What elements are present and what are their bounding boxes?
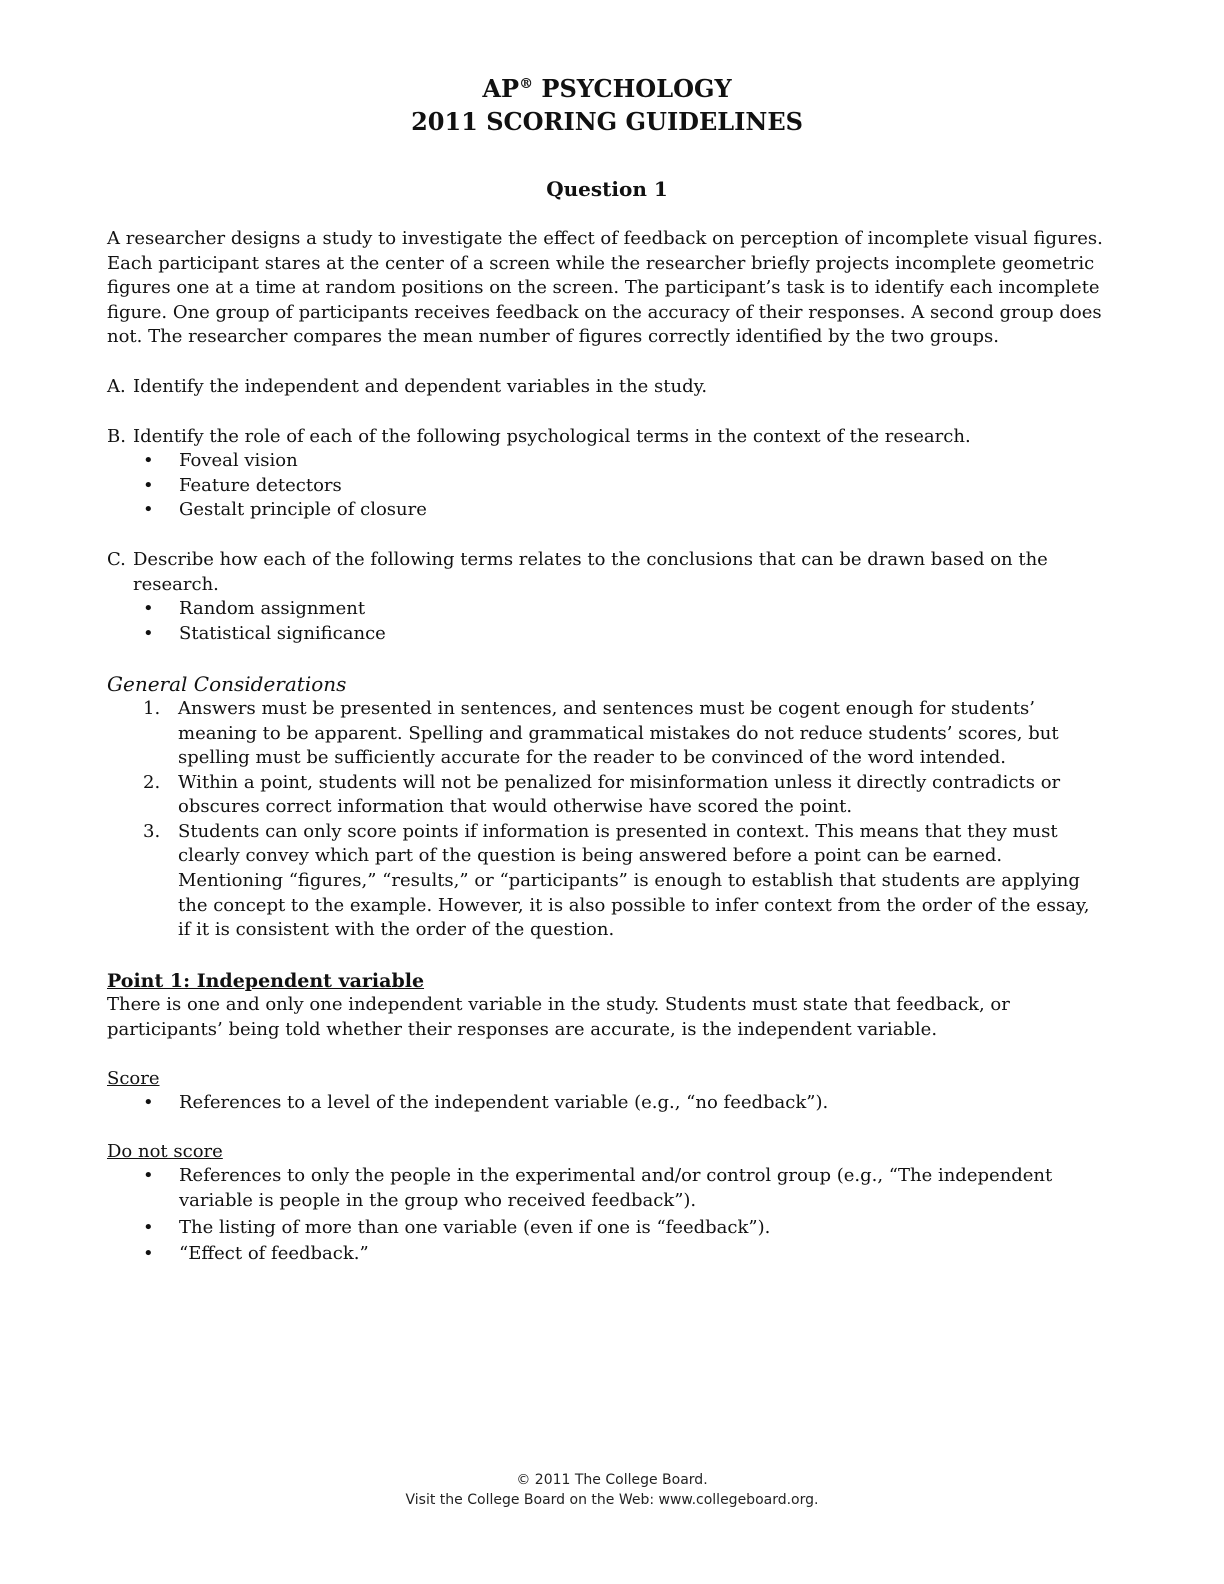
- document-subtitle: 2011 SCORING GUIDELINES: [411, 107, 803, 136]
- document-page: [107, 72, 1107, 1269]
- point-1-heading: Point 1: Independent variable: [107, 969, 425, 992]
- part-c: [107, 548, 1107, 646]
- intro-paragraph: A researcher designs a study to investigate the effect of feedback on perception of incomplete visual figures. Each participant stares at the center of a screen while the researcher briefly projects incomplete geometric figures one at a time at random positions on the screen. The participant’s task is to identify each incomplete figure. One group of participants receives feedback on the accuracy of their responses. A second group does not. The researcher compares the mean number of figures correctly identified by the two groups.: [107, 228, 1103, 348]
- bullet-icon: •: [143, 1243, 154, 1265]
- registered-mark: ®: [519, 76, 534, 92]
- bullet-icon: •: [143, 1092, 154, 1114]
- document-title: AP® PSYCHOLOGY: [482, 74, 732, 103]
- list-item: • Feature detectors: [143, 474, 1107, 499]
- list-item: 1. Answers must be presented in sentences, and sentences must be cogent enough for students’ meaning to be apparent. Spelling and grammatical mistakes do not reduce students’ scores, but spelling must be sufficiently accurate for the reader to be convinced of the word intended.: [143, 697, 1059, 769]
- general-considerations-heading: General Considerations: [107, 672, 347, 697]
- page-footer: [0, 1470, 1224, 1510]
- part-b: [107, 425, 1107, 523]
- bullet-icon: •: [143, 450, 154, 472]
- website-notice: Visit the College Board on the Web: www.collegeboard.org.: [405, 1492, 819, 1508]
- part-c-list: [107, 597, 1107, 646]
- bullet-icon: •: [143, 1165, 154, 1187]
- score-heading: Score: [107, 1067, 160, 1089]
- copyright-notice: © 2011 The College Board.: [516, 1472, 708, 1488]
- part-b-letter: B.: [107, 425, 126, 447]
- part-b-list: [107, 449, 1107, 523]
- part-c-text: Describe how each of the following terms relates to the conclusions that can be drawn based on the research.: [133, 548, 1048, 595]
- bullet-icon: •: [143, 1216, 154, 1238]
- list-item: • References to only the people in the experimental and/or control group (e.g., “The independent variable is people in the group who received feedback”).: [143, 1164, 1107, 1213]
- bullet-icon: •: [143, 622, 154, 644]
- part-a-text: Identify the independent and dependent variables in the study.: [133, 375, 708, 397]
- point-1-text: There is one and only one independent variable in the study. Students must state that feedback, or participants’ being told whether their responses are accurate, is the independent variable.: [107, 994, 1010, 1041]
- list-item: • The listing of more than one variable (even if one is “feedback”).: [143, 1216, 1107, 1241]
- list-item: • Foveal vision: [143, 449, 1107, 474]
- list-item: 3. Students can only score points if information is presented in context. This means that they must clearly convey which part of the question is being answered before a point can be earned. Mentioning “figures,” “results,” or “participants” is enough to establish that students are applying the concept to the example. However, it is also possible to infer context from the order of the essay, if it is consistent with the order of the question.: [143, 820, 1090, 941]
- general-considerations-list: [107, 697, 1107, 943]
- part-a: [107, 375, 1107, 400]
- part-c-letter: C.: [107, 548, 126, 570]
- list-item: • Gestalt principle of closure: [143, 498, 1107, 523]
- do-not-score-heading: Do not score: [107, 1140, 223, 1162]
- bullet-icon: •: [143, 499, 154, 521]
- list-item: • “Effect of feedback.”: [143, 1242, 1107, 1267]
- list-item: 2. Within a point, students will not be penalized for misinformation unless it directly contradicts or obscures correct information that would otherwise have scored the point.: [143, 771, 1061, 818]
- part-a-letter: A.: [107, 375, 126, 397]
- bullet-icon: •: [143, 598, 154, 620]
- list-item: • Statistical significance: [143, 622, 1107, 647]
- bullet-icon: •: [143, 474, 154, 496]
- question-title: Question 1: [546, 177, 668, 201]
- list-item: • Random assignment: [143, 597, 1107, 622]
- list-item: • References to a level of the independent variable (e.g., “no feedback”).: [143, 1091, 1107, 1116]
- part-b-text: Identify the role of each of the following psychological terms in the context of the research.: [133, 425, 971, 447]
- score-list: [107, 1091, 1107, 1116]
- do-not-score-list: [107, 1164, 1107, 1266]
